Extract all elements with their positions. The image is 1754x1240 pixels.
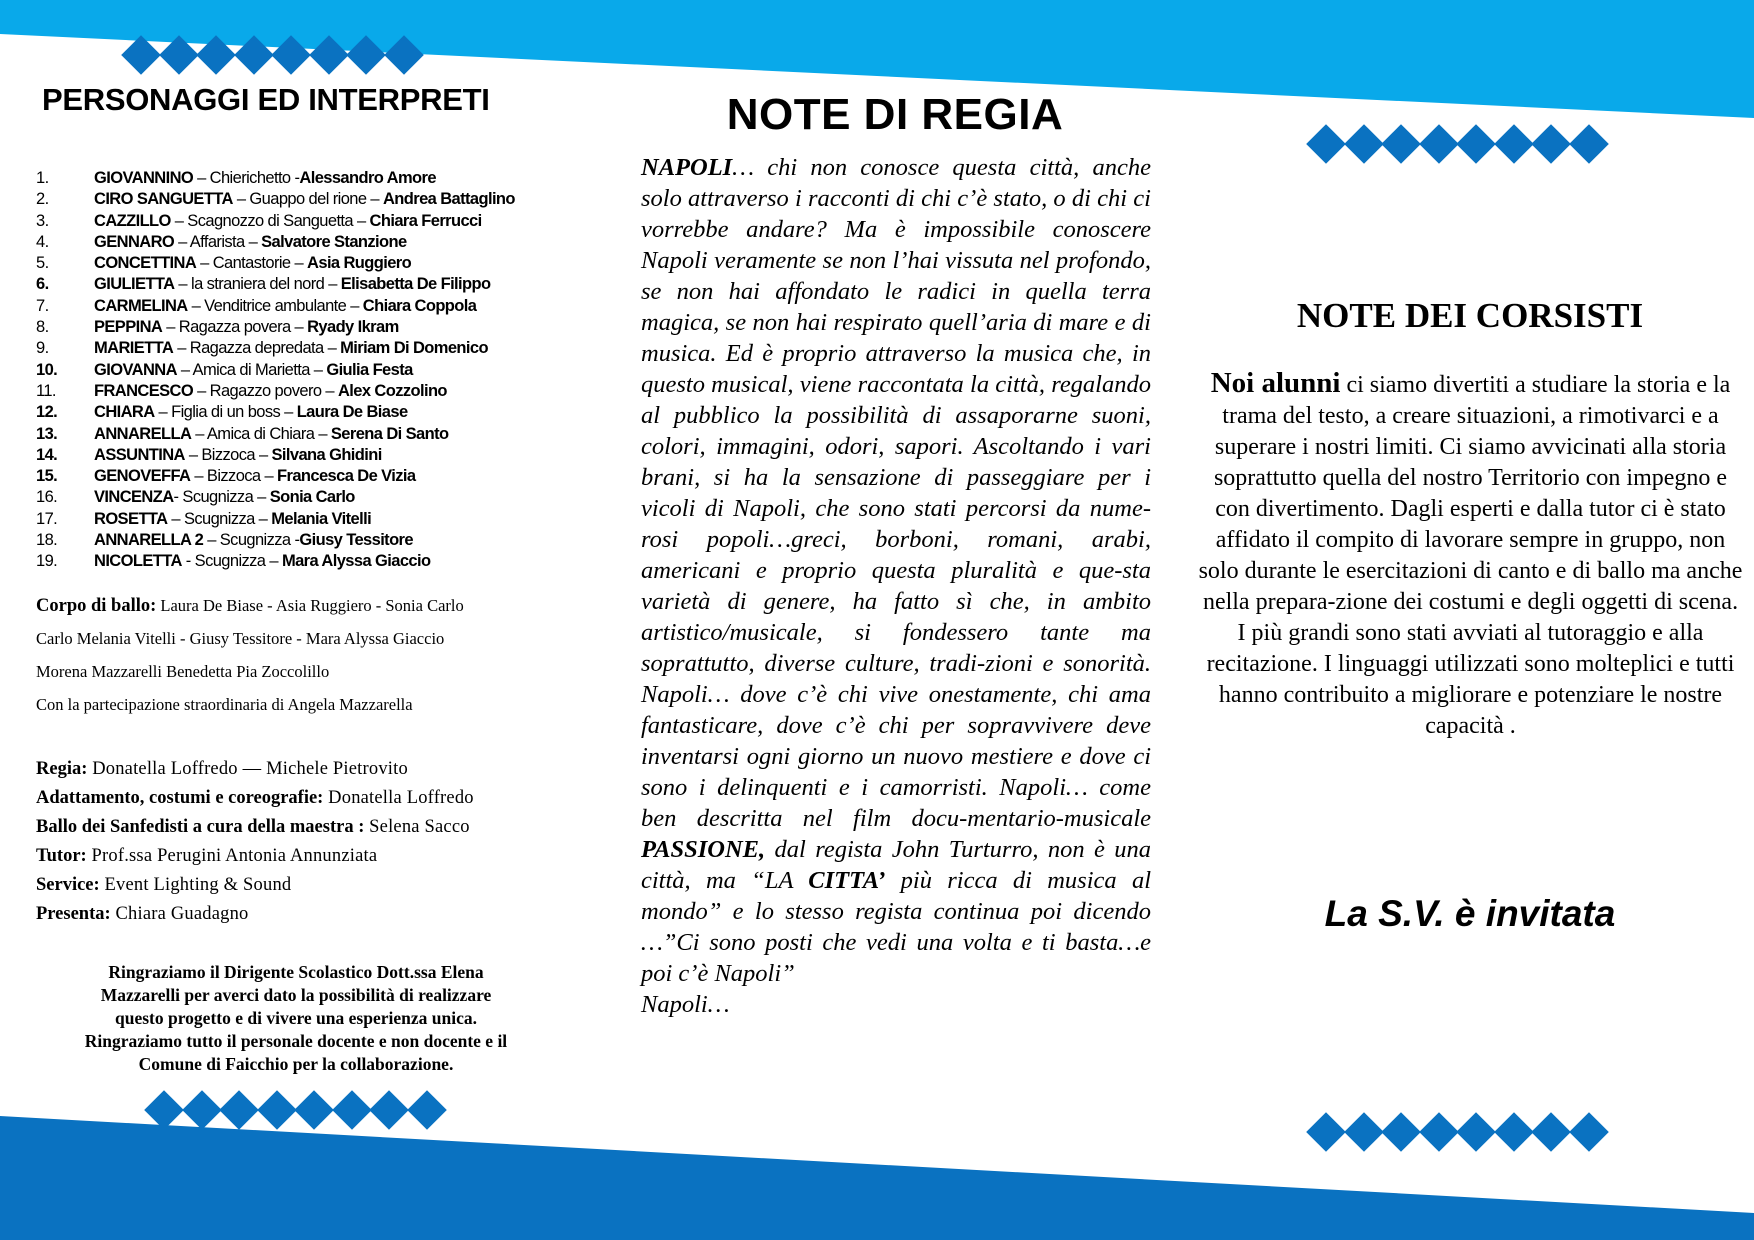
credits-list	[36, 758, 566, 932]
character-name: GENOVEFFA	[94, 467, 191, 486]
thanks-line: Mazzarelli per averci dato la possibilità di realizzare	[100, 985, 492, 1005]
cast-row	[36, 381, 576, 402]
credit-line	[36, 787, 566, 816]
character-name: VINCENZA	[94, 488, 174, 507]
character-name: GIULIETTA	[94, 275, 175, 294]
character-description: – Scugnizza –	[167, 509, 272, 528]
diamond-icon	[144, 1090, 184, 1130]
actor-name: Melania Vitelli	[271, 509, 372, 528]
character-name: GIOVANNINO	[94, 169, 194, 187]
character-description: – Scagnozzo di Sanguetta –	[170, 211, 370, 230]
diamond-icon	[159, 35, 199, 75]
diamond-icon	[234, 35, 274, 75]
ballo-line	[36, 662, 566, 695]
actor-name: Serena Di Santo	[330, 424, 449, 443]
diamond-icon	[1569, 1112, 1609, 1152]
actor-name: Sonia Carlo	[269, 488, 355, 507]
cast-row	[36, 509, 576, 530]
invitation-text: La S.V. è invitata	[1324, 893, 1616, 934]
regia-body-3: più ricca di musica al mondo” e lo stesso regista continua poi dicendo …”Ci sono posti che vedi una volta e ti basta…e poi c’è Napoli”	[641, 867, 1151, 987]
thanks-line: Ringraziamo tutto il personale docente e non docente e il	[84, 1031, 508, 1051]
cast-row	[36, 445, 576, 466]
regia-text	[641, 152, 1151, 1020]
cast-number: 11.	[36, 381, 56, 400]
credit-label: Regia:	[36, 759, 88, 779]
thanks-line: Ringraziamo il Dirigente Scolastico Dott.ssa Elena	[108, 962, 484, 982]
character-description: – la straniera del nord –	[174, 275, 341, 294]
ballo-line	[36, 629, 566, 662]
diamond-icon	[346, 35, 386, 75]
actor-name: Salvatore Stanzione	[261, 232, 407, 251]
regia-ending: Napoli…	[641, 991, 730, 1018]
corpo-di-ballo	[36, 596, 566, 728]
cast-number: 3.	[36, 211, 49, 230]
diamond-icon	[1306, 1112, 1346, 1152]
diamond-icon	[1456, 124, 1496, 164]
corsisti-body: ci siamo divertiti a studiare la storia e la trama del testo, a creare situazioni, a rimotivarci e a superare i nostri limiti. Ci siamo avvicinati alla storia soprattutto quella del nostro Territorio con impegno e con divertimento. Dagli esperti e dalla tutor ci è stato affidato il compito di lavorare sempre in gruppo, non solo durante le esercitazioni di canto e di ballo ma anche nella prepara-zione dei costumi e degli oggetti di scena. I più grandi sono stati avviati al tutoraggio e alla recitazione. I linguaggi utilizzati sono molteplici e tutti hanno contribuito a migliorare e potenziare le nostre capacità .	[1198, 372, 1743, 739]
character-description: - Scugnizza –	[181, 552, 282, 571]
actor-name: Laura De Biase	[296, 403, 408, 422]
diamond-icon	[309, 35, 349, 75]
ballo-names: Morena Mazzarelli Benedetta Pia Zoccolillo	[36, 662, 330, 681]
actor-name: Elisabetta De Filippo	[340, 275, 491, 294]
diamond-icon	[332, 1090, 372, 1130]
cast-title: PERSONAGGI ED INTERPRETI	[42, 82, 490, 117]
ballo-names: Carlo Melania Vitelli - Giusy Tessitore - Mara Alyssa Giaccio	[36, 629, 445, 648]
cast-row	[36, 466, 576, 487]
cast-number: 19.	[36, 552, 58, 571]
ballo-line	[36, 596, 566, 629]
character-description: – Affarista –	[174, 232, 262, 251]
diamond-icon	[1569, 124, 1609, 164]
cast-row	[36, 274, 576, 295]
diamond-icon	[196, 35, 236, 75]
cast-number: 14.	[36, 445, 58, 464]
character-name: CAZZILLO	[94, 211, 171, 230]
character-description: – Chierichetto -	[193, 169, 300, 187]
character-description: – Bizzoca –	[184, 445, 272, 464]
credit-line	[36, 758, 566, 787]
credit-label: Presenta:	[36, 904, 111, 924]
character-description: – Amica di Chiara –	[191, 424, 331, 443]
actor-name: Miriam Di Domenico	[340, 339, 488, 358]
credit-value: Selena Sacco	[364, 817, 470, 837]
character-description: – Cantastorie –	[196, 254, 308, 273]
diamond-icon	[1306, 124, 1346, 164]
actor-name: Chiara Ferrucci	[369, 211, 482, 230]
credit-value: Chiara Guadagno	[110, 904, 249, 924]
cast-number: 4.	[36, 232, 49, 251]
corsisti-title: NOTE DEI CORSISTI	[1296, 296, 1644, 335]
regia-passione: PASSIONE,	[641, 836, 766, 863]
character-name: PEPPINA	[94, 318, 163, 337]
diamond-icon	[1344, 1112, 1384, 1152]
character-description: – Amica di Marietta –	[176, 360, 327, 379]
cast-number: 17.	[36, 509, 58, 528]
thanks-line: Comune di Faicchio per la collaborazione.	[138, 1054, 454, 1074]
character-description: – Ragazzo povero –	[193, 381, 338, 400]
diamond-row-bottom-right	[1312, 1118, 1612, 1146]
credit-line	[36, 816, 566, 845]
diamond-icon	[1381, 1112, 1421, 1152]
regia-title: NOTE DI REGIA	[726, 90, 1064, 139]
credit-value: Donatella Loffredo	[323, 788, 474, 808]
regia-body-1: … chi non conosce questa città, anche solo attraverso i racconti di chi c’è stato, o di chi ci vorrebbe andare? Ma è impossibile conoscere Napoli veramente se non l’hai vissuta nel profondo, se non hai affondato le radici in quella terra magica, se non hai respirato quell’aria di mare e di musica. Ed è proprio attraverso la musica che, in questo musical, viene raccontata la città, regalando al pubblico la possibilità di assaporarne suoni, colori, immagini, odori, sapori. Ascoltando i vari brani, si ha la sensazione di passeggiare per i vicoli di Napoli, che sono stati percorsi da nume-rosi popoli…greci, borboni, romani, arabi, americani e proprio questa pluralità e que-sta varietà di genere, ha fatto sì che, in ambito artistico/musicale, si fondessero tante ma soprattutto, diverse culture, tradi-zioni e sonorità. Napoli… dove c’è chi vive onestamente, chi ama fantasticare, dove c’è chi per sopravvivere deve inventarsi ogni giorno un nuovo mestiere e dove ci sono i delinquenti e i camorristi. Napoli… come ben descritta nel film docu-mentario-musicale	[641, 154, 1151, 832]
cast-row	[36, 338, 576, 359]
diamond-icon	[1344, 124, 1384, 164]
ballo-label: Corpo di ballo:	[36, 596, 157, 616]
diamond-icon	[182, 1090, 222, 1130]
diamond-icon	[384, 35, 424, 75]
credit-label: Tutor:	[36, 846, 87, 866]
cast-row	[36, 530, 576, 551]
diamond-row-top-right	[1312, 130, 1612, 158]
actor-name: Ryady Ikram	[307, 318, 399, 337]
diamond-icon	[294, 1090, 334, 1130]
character-description: – Bizzoca –	[190, 467, 278, 486]
cast-row	[36, 296, 576, 317]
character-description: – Venditrice ambulante –	[187, 296, 363, 315]
cast-row	[36, 487, 576, 508]
actor-name: Giusy Tessitore	[299, 531, 413, 550]
character-name: NICOLETTA	[94, 552, 182, 571]
character-name: CONCETTINA	[94, 254, 197, 273]
character-name: ROSETTA	[94, 509, 168, 528]
diamond-icon	[1531, 1112, 1571, 1152]
cast-row	[36, 253, 576, 274]
diamond-row-top-left	[127, 41, 427, 69]
actor-name: Chiara Coppola	[362, 296, 477, 315]
character-name: FRANCESCO	[94, 381, 194, 400]
ballo-names: Laura De Biase - Asia Ruggiero - Sonia Carlo	[156, 596, 464, 615]
character-name: GENNARO	[94, 232, 175, 251]
actor-name: Francesca De Vizia	[277, 467, 416, 486]
cast-number: 10.	[36, 360, 58, 379]
character-name: CIRO SANGUETTA	[94, 190, 233, 209]
character-name: ASSUNTINA	[94, 445, 185, 464]
cast-number: 8.	[36, 318, 49, 337]
cast-list	[36, 168, 576, 573]
credit-label: Ballo dei Sanfedisti a cura della maestra :	[36, 817, 365, 837]
actor-name: Asia Ruggiero	[307, 254, 412, 273]
diamond-icon	[1494, 124, 1534, 164]
character-name: MARIETTA	[94, 339, 174, 358]
cast-number: 18.	[36, 531, 58, 550]
credit-line	[36, 903, 566, 932]
thanks-note	[36, 961, 556, 1076]
credit-label: Service:	[36, 875, 100, 895]
character-description: - Scugnizza –	[173, 488, 270, 507]
diamond-icon	[1419, 124, 1459, 164]
cast-row	[36, 211, 576, 232]
corsisti-lead: Noi alunni	[1210, 367, 1341, 399]
regia-lead: NAPOLI	[641, 154, 733, 181]
cast-number: 13.	[36, 424, 58, 443]
diamond-icon	[369, 1090, 409, 1130]
character-description: – Ragazza depredata –	[173, 339, 341, 358]
character-description: – Guappo del rione –	[232, 190, 383, 209]
character-name: CARMELINA	[94, 296, 188, 315]
diamond-icon	[1494, 1112, 1534, 1152]
cast-number: 1.	[36, 169, 49, 187]
diamond-icon	[219, 1090, 259, 1130]
ballo-names: Con la partecipazione straordinaria di Angela Mazzarella	[36, 695, 413, 714]
actor-name: Giulia Festa	[326, 360, 413, 379]
cast-row	[36, 402, 576, 423]
credit-value: Event Lighting & Sound	[99, 875, 292, 895]
cast-row	[36, 424, 576, 445]
cast-number: 15.	[36, 467, 58, 486]
character-description: – Ragazza povera –	[162, 318, 308, 337]
credit-line	[36, 845, 566, 874]
diamond-icon	[1456, 1112, 1496, 1152]
character-description: – Scugnizza -	[203, 531, 300, 550]
cast-row	[36, 189, 576, 210]
cast-number: 16.	[36, 488, 58, 507]
ballo-line	[36, 695, 566, 728]
cast-row	[36, 360, 576, 381]
diamond-icon	[271, 35, 311, 75]
corsisti-text	[1198, 368, 1743, 742]
cast-number: 7.	[36, 296, 49, 315]
character-name: GIOVANNA	[94, 360, 177, 379]
thanks-line: questo progetto e di vivere una esperienza unica.	[115, 1008, 477, 1028]
regia-citta: CITTA’	[808, 867, 886, 894]
cast-number: 2.	[36, 190, 49, 209]
cast-row	[36, 232, 576, 253]
actor-name: Alex Cozzolino	[337, 381, 447, 400]
diamond-row-bottom-left	[150, 1096, 450, 1124]
diamond-icon	[1531, 124, 1571, 164]
diamond-icon	[1381, 124, 1421, 164]
actor-name: Mara Alyssa Giaccio	[281, 552, 431, 571]
regia-body-2: dal regista John Turturro, non è una città, ma “LA	[641, 836, 1151, 894]
diamond-icon	[257, 1090, 297, 1130]
cast-row	[36, 317, 576, 338]
diamond-icon	[121, 35, 161, 75]
diamond-icon	[1419, 1112, 1459, 1152]
diamond-icon	[407, 1090, 447, 1130]
actor-name: Andrea Battaglino	[382, 190, 515, 209]
character-name: ANNARELLA	[94, 424, 192, 443]
cast-number: 12.	[36, 403, 58, 422]
cast-row	[36, 168, 576, 189]
cast-number: 9.	[36, 339, 49, 358]
cast-row	[36, 551, 576, 572]
credit-label: Adattamento, costumi e coreografie:	[36, 788, 324, 808]
credit-line	[36, 874, 566, 903]
cast-number: 6.	[36, 275, 49, 294]
actor-name: Alessandro Amore	[299, 169, 436, 187]
cast-number: 5.	[36, 254, 49, 273]
credit-value: Prof.ssa Perugini Antonia Annunziata	[86, 846, 378, 866]
character-name: CHIARA	[94, 403, 155, 422]
credit-value: Donatella Loffredo — Michele Pietrovito	[87, 759, 408, 779]
actor-name: Silvana Ghidini	[271, 445, 382, 464]
character-description: – Figlia di un boss –	[154, 403, 297, 422]
character-name: ANNARELLA 2	[94, 531, 204, 550]
